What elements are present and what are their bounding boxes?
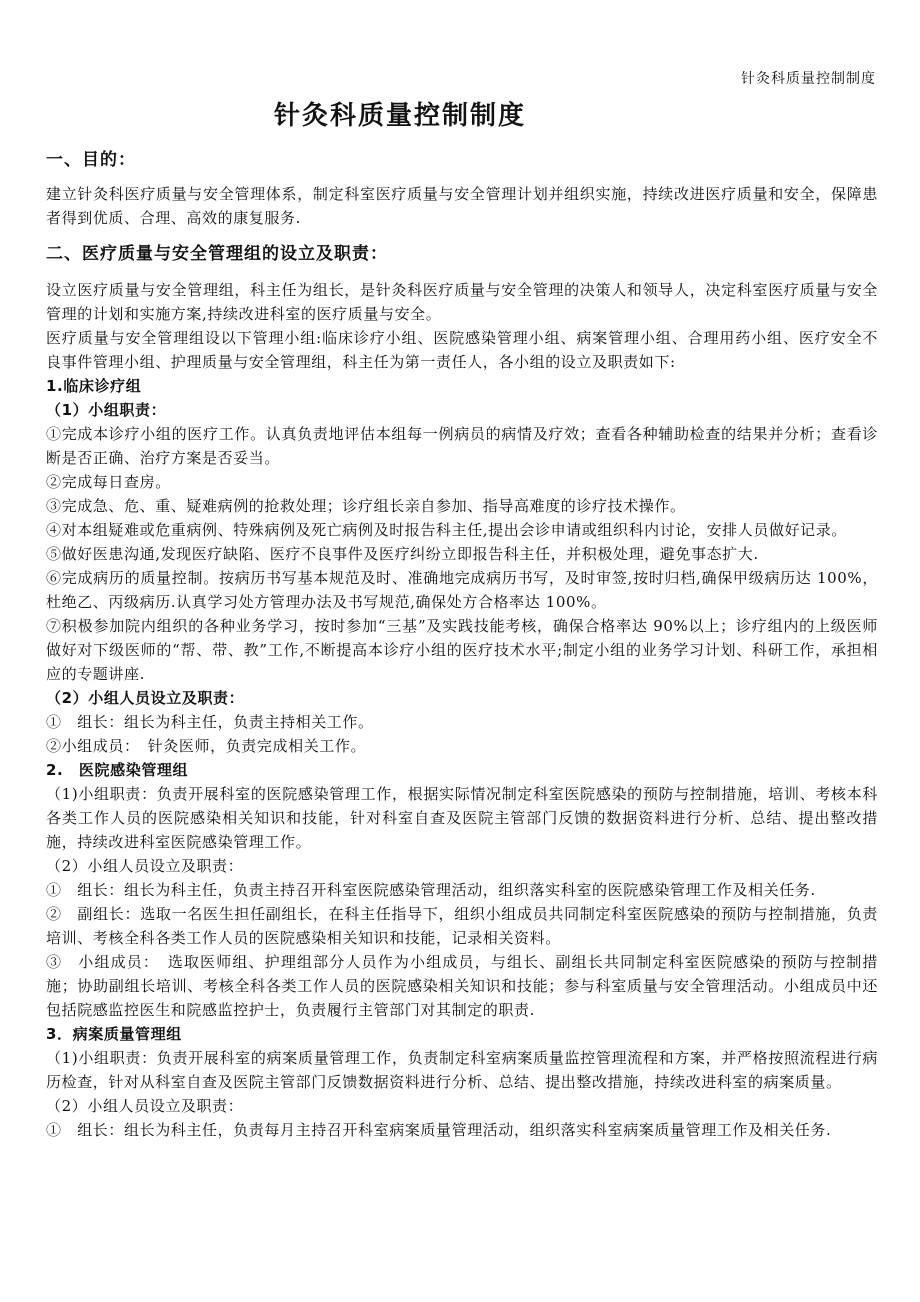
group1-staff-heading: （2）小组人员设立及职责： xyxy=(46,689,245,707)
group1-duty-item: ⑦积极参加院内组织的各种业务学习，按时参加“三基”及实践技能考核，确保合格率达 90%以上；诊疗组内的上级医师做好对下级医师的“帮、带、教”工作,不断提高本诊疗小组的医疗技术水平;制定小组的业务学习计划、科研工作，承担相应的专题讲座. xyxy=(46,617,878,683)
group2-staff-item: ① 组长：组长为科主任，负责主持召开科室医院感染管理活动，组织落实科室的医院感染管理工作及相关任务. xyxy=(46,881,816,899)
group2-staff-item: ② 副组长：选取一名医生担任副组长，在科主任指导下，组织小组成员共同制定科室医院感染的预防与控制措施，负责培训、考核全科各类工作人员的医院感染相关知识和技能，记录相关资料。 xyxy=(46,905,878,947)
group1-duty-item: ⑥完成病历的质量控制。按病历书写基本规范及时、准确地完成病历书写，及时审签,按时归档,确保甲级病历达 100%，杜绝乙、丙级病历.认真学习处方管理办法及书写规范,确保处方合格率达 100%。 xyxy=(46,569,878,611)
group1-staff-item: ① 组长：组长为科主任，负责主持相关工作。 xyxy=(46,713,374,731)
group1-duties-heading: （1）小组职责： xyxy=(46,401,167,419)
group2-duties: （1)小组职责：负责开展科室的医院感染管理工作，根据实际情况制定科室医院感染的预防与控制措施，培训、考核本科各类工作人员的医院感染相关知识和技能，针对科室自查及医院主管部门反馈的数据资料进行分析、总结、提出整改措施，持续改进科室医院感染管理工作。 xyxy=(46,785,878,851)
group3-duties: （1)小组职责：负责开展科室的病案质量管理工作，负责制定科室病案质量监控管理流程和方案，并严格按照流程进行病历检查，针对从科室自查及医院主管部门反馈数据资料进行分析、总结、提出整改措施，持续改进科室的病案质量。 xyxy=(46,1049,878,1091)
page-title: 针灸科质量控制制度 xyxy=(273,101,526,131)
group3-staff-item: ① 组长：组长为科主任，负责每月主持召开科室病案质量管理活动，组织落实科室病案质量管理工作及相关任务. xyxy=(46,1121,832,1139)
group1-duty-item: ④对本组疑难或危重病例、特殊病例及死亡病例及时报告科主任,提出会诊申请或组织科内讨论，安排人员做好记录。 xyxy=(46,521,847,539)
group1-duty-item: ①完成本诊疗小组的医疗工作。认真负责地评估本组每一例病员的病情及疗效；查看各种辅助检查的结果并分析；查看诊断是否正确、治疗方案是否妥当。 xyxy=(46,425,878,467)
running-header: 针灸科质量控制制度 xyxy=(741,71,876,87)
document-body xyxy=(46,148,878,1142)
group1-duty-item: ②完成每日查房。 xyxy=(46,473,171,491)
group1-heading: 1.临床诊疗组 xyxy=(46,377,142,395)
section2-intro-1: 设立医疗质量与安全管理组，科主任为组长，是针灸科医疗质量与安全管理的决策人和领导人，决定科室医疗质量与安全管理的计划和实施方案,持续改进科室的医疗质量与安全。 xyxy=(46,281,878,323)
section2-intro-2: 医疗质量与安全管理组设以下管理小组:临床诊疗小组、医院感染管理小组、病案管理小组、合理用药小组、医疗安全不良事件管理小组、护理质量与安全管理组，科主任为第一责任人，各小组的设立及职责如下: xyxy=(46,329,878,371)
group2-heading: 2. 医院感染管理组 xyxy=(46,761,189,779)
group3-heading: 3．病案质量管理组 xyxy=(46,1025,182,1043)
group1-duty-item: ③完成急、危、重、疑难病例的抢救处理；诊疗组长亲自参加、指导高难度的诊疗技术操作。 xyxy=(46,497,686,515)
group2-staff-item: ③ 小组成员： 选取医师组、护理组部分人员作为小组成员，与组长、副组长共同制定科室医院感染的预防与控制措施；协助副组长培训、考核全科各类工作人员的医院感染相关知识和技能；参与科室质量与安全管理活动。小组成员中还包括院感监控医生和院感监控护士，负责履行主管部门对其制定的职责. xyxy=(46,953,878,1019)
section1-body: 建立针灸科医疗质量与安全管理体系，制定科室医疗质量与安全管理计划并组织实施，持续改进医疗质量和安全，保障患者得到优质、合理、高效的康复服务. xyxy=(46,185,878,227)
group1-duty-item: ⑤做好医患沟通,发现医疗缺陷、医疗不良事件及医疗纠纷立即报告科主任，并积极处理，避免事态扩大. xyxy=(46,545,759,563)
group2-staff-heading: （2）小组人员设立及职责： xyxy=(46,857,244,875)
group1-staff-item: ②小组成员： 针灸医师，负责完成相关工作。 xyxy=(46,737,367,755)
group3-staff-heading: （2）小组人员设立及职责： xyxy=(46,1097,244,1115)
section2-heading: 二、医疗质量与安全管理组的设立及职责： xyxy=(46,244,388,264)
section1-heading: 一、目的： xyxy=(46,150,136,170)
